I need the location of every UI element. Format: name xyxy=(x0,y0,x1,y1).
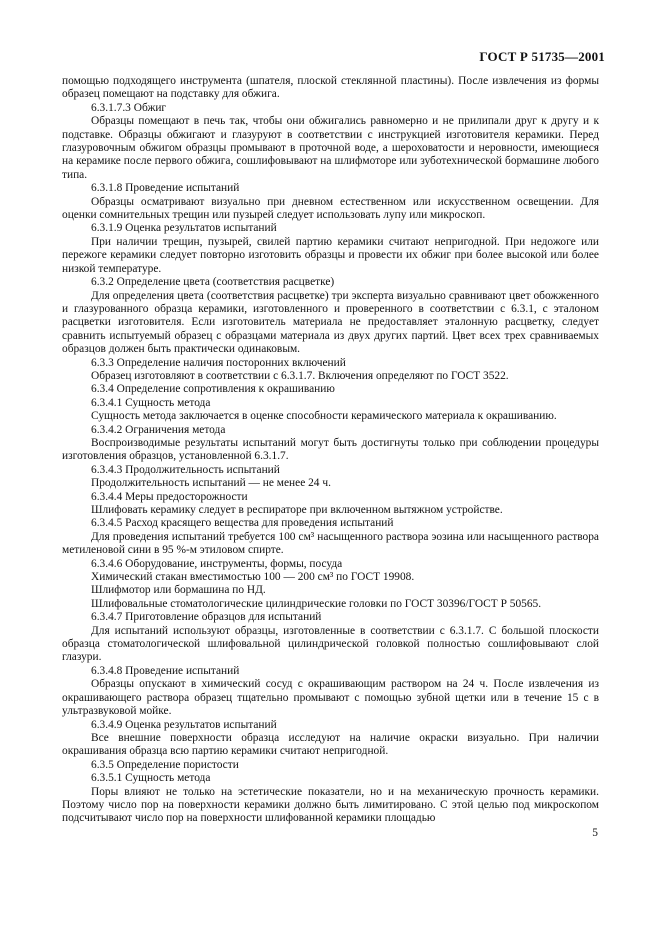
paragraph: 6.3.4.1 Сущность метода xyxy=(91,396,211,409)
paragraph: При наличии трещин, пузырей, свилей партию керамики считают непригодной. При недожоге или пережоге керамики следует повторно изготовить образцы и провести их обжиг при более высокой или более низкой температуре. xyxy=(62,235,599,275)
paragraph: 6.3.1.7.3 Обжиг xyxy=(91,101,167,114)
paragraph: 6.3.4.6 Оборудование, инструменты, формы, посуда xyxy=(91,557,343,570)
paragraph: 6.3.4.2 Ограничения метода xyxy=(91,423,226,436)
paragraph: Химический стакан вместимостью 100 — 200 см³ по ГОСТ 19908. xyxy=(91,571,415,584)
paragraph: 6.3.4.4 Меры предосторожности xyxy=(91,490,248,503)
paragraph: Образцы осматривают визуально при дневном естественном или искусственном освещении. Для оценки сомнительных трещин или пузырей следует использовать лупу или микроскоп. xyxy=(62,195,599,222)
paragraph: Образец изготовляют в соответствии с 6.3.1.7. Включения определяют по ГОСТ 3522. xyxy=(91,369,509,382)
paragraph: 6.3.4.9 Оценка результатов испытаний xyxy=(91,718,277,731)
paragraph: Для проведения испытаний требуется 100 см³ насыщенного раствора эозина или насыщенного раствора метиленовой сини в 95 %-м этиловом спирте. xyxy=(62,530,599,557)
paragraph: Воспроизводимые результаты испытаний могут быть достигнуты только при соблюдении процедуры изготовления образцов, установленной 6.3.1.7. xyxy=(62,436,599,463)
paragraph: помощью подходящего инструмента (шпателя, плоской стеклянной пластины). После извлечения из формы образец помещают на подставку для обжига. xyxy=(62,75,599,101)
paragraph: 6.3.1.8 Проведение испытаний xyxy=(91,182,240,195)
paragraph: 6.3.1.9 Оценка результатов испытаний xyxy=(91,222,277,235)
paragraph: Образцы помещают в печь так, чтобы они обжигались равномерно и не прилипали друг к другу и к подставке. Образцы обжигают и глазуруют в соответствии с инструкцией изготовителя керамики. Перед глазуровочным обжигом образцы промывают в проточной воде, а шероховатости и неровности, имеющиеся на керамике после первого обжига, сошлифовывают на шлифмоторе или зуботехнической бормашине любого типа. xyxy=(62,115,599,181)
paragraph: Продолжительность испытаний — не менее 24 ч. xyxy=(91,477,331,490)
paragraph: 6.3.3 Определение наличия посторонних включений xyxy=(91,356,346,369)
paragraph: 6.3.2 Определение цвета (соответствия расцветке) xyxy=(91,276,335,289)
paragraph: Шлифовать керамику следует в респираторе при включенном вытяжном устройстве. xyxy=(91,504,503,516)
document-body xyxy=(62,75,599,826)
standard-header: ГОСТ Р 51735—2001 xyxy=(479,49,605,64)
paragraph: Сущность метода заключается в оценке способности керамического материала к окрашиванию. xyxy=(91,410,557,423)
paragraph: Образцы опускают в химический сосуд с окрашивающим раствором на 24 ч. После извлечения из окрашивающего раствора образец тщательно промывают с помощью зубной щетки или в течение 15 с в ультразвуковой мойке. xyxy=(62,678,599,718)
paragraph: Для определения цвета (соответствия расцветке) три эксперта визуально сравнивают цвет обожженного и глазурованного образца керамики, изготовленного и проверенного в соответствии с 6.3.1, с эталоном расцветки изготовителя. Если изготовитель материала не предоставляет эталонную расцветку, следует сравнить испытуемый образец с образцами материала из двух других партий. Цвет всех трех сравниваемых образцов должен быть практически одинаковым. xyxy=(62,289,599,356)
paragraph: Шлифмотор или бормашина по НД. xyxy=(91,584,266,597)
paragraph: 6.3.4 Определение сопротивления к окрашиванию xyxy=(91,383,335,396)
paragraph: Для испытаний используют образцы, изготовленные в соответствии с 6.3.1.7. С большой плоскости образца стоматологической шлифовальной цилиндрической головкой полностью сошлифовывают слой глазури. xyxy=(62,624,599,664)
paragraph: Шлифовальные стоматологические цилиндрические головки по ГОСТ 30396/ГОСТ Р 50565. xyxy=(91,597,542,610)
paragraph: 6.3.5.1 Сущность метода xyxy=(91,772,211,785)
paragraph: Все внешние поверхности образца исследуют на наличие окраски визуально. При наличии окрашивания образца всю партию керамики считают непригодной. xyxy=(62,731,599,758)
page-number: 5 xyxy=(592,827,598,839)
paragraph: 6.3.4.7 Приготовление образцов для испытаний xyxy=(91,611,322,624)
paragraph: 6.3.4.8 Проведение испытаний xyxy=(91,664,240,677)
paragraph: 6.3.5 Определение пористости xyxy=(91,758,239,771)
paragraph: Поры влияют не только на эстетические показатели, но и на механическую прочность керамики. Поэтому число пор на поверхности керамики должно быть лимитировано. С этой целью под микроскопом подсчитывают число пор на поверхности шлифованной керамики площадью xyxy=(62,785,599,825)
paragraph: 6.3.4.5 Расход красящего вещества для проведения испытаний xyxy=(91,517,394,530)
paragraph: 6.3.4.3 Продолжительность испытаний xyxy=(91,463,280,476)
